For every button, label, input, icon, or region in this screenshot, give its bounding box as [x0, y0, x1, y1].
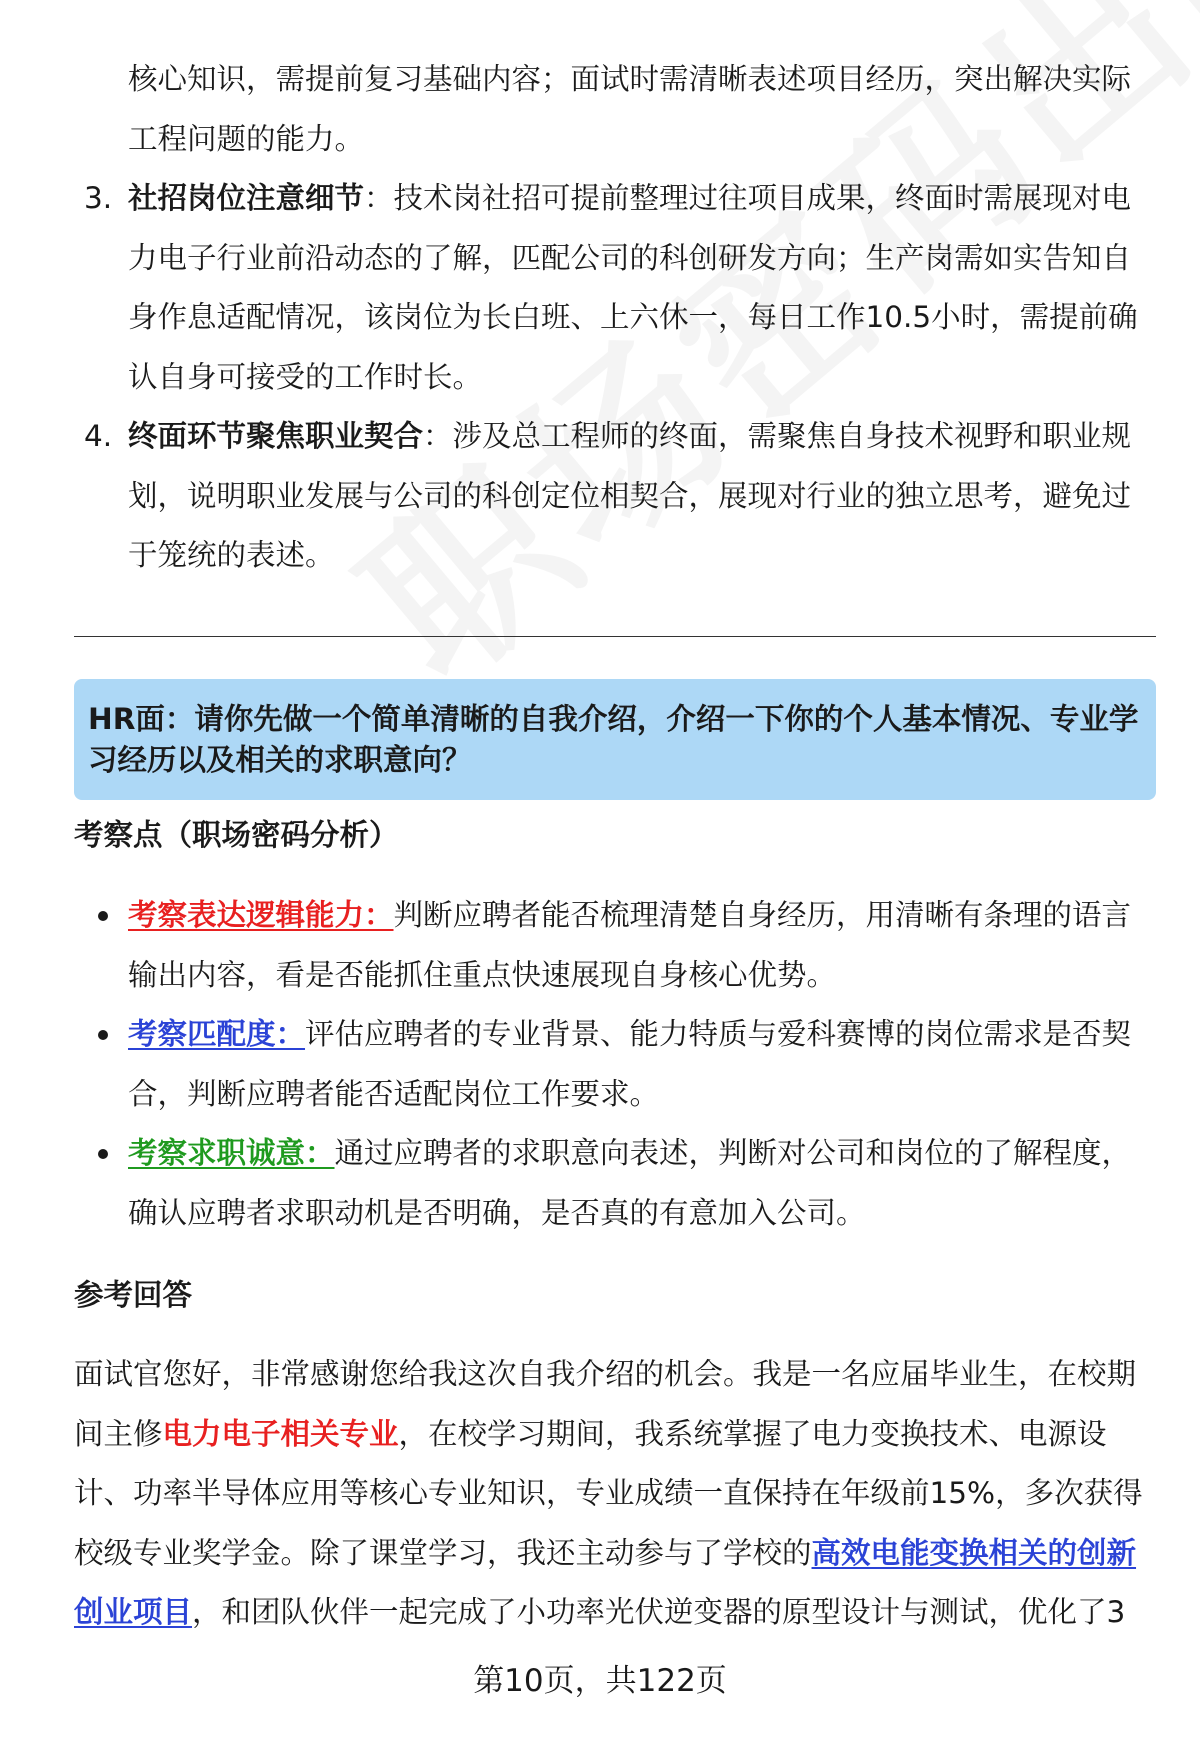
- exam-point-text: 通过应聘者的求职意向表述，判断对公司和岗位的了解程度，确认应聘者求职动机是否明确，是否真的有意加入公司。: [128, 1136, 1132, 1230]
- item-separator: ：: [423, 419, 453, 453]
- reference-answer-paragraph: [74, 1345, 1154, 1643]
- item-text: 涉及总工程师的终面，需聚焦自身技术视野和职业规划，说明职业发展与公司的科创定位相契合，展现对行业的独立思考，避免过于笼统的表述。: [128, 419, 1132, 572]
- bullet-icon: [98, 1149, 108, 1159]
- list-number: 3.: [84, 181, 113, 215]
- list-item: [74, 407, 1144, 586]
- list-item: [74, 1005, 1149, 1124]
- exam-points-title: 考察点（职场密码分析）: [74, 818, 399, 852]
- list-number: 4.: [84, 419, 113, 453]
- bullet-icon: [98, 1030, 108, 1040]
- exam-point-text: 判断应聘者能否梳理清楚自身经历，用清晰有条理的语言输出内容，看是否能抓住重点快速展现自身核心优势。: [128, 898, 1132, 992]
- list-item: [74, 886, 1149, 1005]
- exam-point-label: 考察表达逻辑能力：: [128, 898, 394, 932]
- exam-point-label: 考察求职诚意：: [128, 1136, 335, 1170]
- hr-question-text: HR面：请你先做一个简单清晰的自我介绍，介绍一下你的个人基本情况、专业学习经历以及相关的求职意向？: [88, 702, 1139, 777]
- item-title: 终面环节聚焦职业契合: [128, 419, 424, 453]
- continuation-paragraph: 核心知识，需提前复习基础内容；面试时需清晰表述项目经历，突出解决实际工程问题的能力。: [128, 62, 1132, 156]
- exam-point-label: 考察匹配度：: [128, 1017, 306, 1051]
- reference-answer-title: 参考回答: [74, 1278, 193, 1312]
- list-item: [74, 1124, 1149, 1243]
- exam-point-text: 评估应聘者的专业背景、能力特质与爱科赛博的岗位需求是否契合，判断应聘者能否适配岗位工作要求。: [128, 1017, 1132, 1111]
- item-title: 社招岗位注意细节: [128, 181, 365, 215]
- answer-highlight: 电力电子相关专业: [162, 1416, 399, 1451]
- hr-question-box: [74, 679, 1156, 800]
- page-number-footer: 第10页，共122页: [473, 1663, 727, 1699]
- answer-highlight: 高效电能变换相关的创新创业项目: [74, 1535, 1137, 1629]
- list-item: [74, 169, 1144, 407]
- answer-text: ，和团队伙伴一起完成了小功率光伏逆变器的原型设计与测试，优化了3: [192, 1595, 1126, 1629]
- exam-points-list: [74, 886, 1149, 1243]
- answer-text: 面试官您好，非常感谢您给我这次自我介绍的机会。我是一名应届毕业生，在校期间主修: [74, 1357, 1137, 1451]
- numbered-list: [74, 169, 1144, 586]
- bullet-icon: [98, 911, 108, 921]
- item-separator: ：: [364, 181, 394, 215]
- answer-text: ，在校学习期间，我系统掌握了电力变换技术、电源设计、功率半导体应用等核心专业知识，专业成绩一直保持在年级前15%，多次获得校级专业奖学金。除了课堂学习，我还主动参与了学校的: [74, 1416, 1143, 1570]
- item-text: 技术岗社招可提前整理过往项目成果，终面时需展现对电力电子行业前沿动态的了解，匹配公司的科创研发方向；生产岗需如实告知自身作息适配情况，该岗位为长白班、上六休一，每日工作10.5小时，需提前确认自身可接受的工作时长。: [128, 181, 1138, 394]
- section-divider: [74, 636, 1156, 637]
